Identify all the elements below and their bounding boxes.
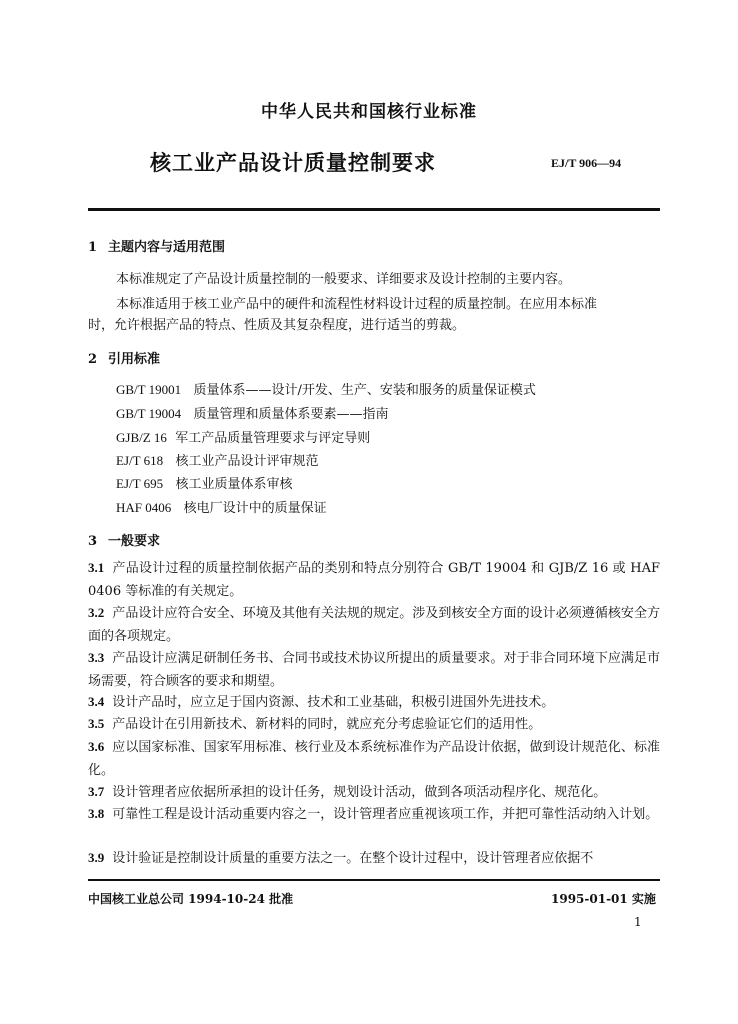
paragraph: 本标准规定了产品设计质量控制的一般要求、详细要求及设计控制的主要内容。 xyxy=(116,272,572,287)
clause-text: 产品设计过程的质量控制依据产品的类别和特点分别符合 GB/T 19004 和 GJB/Z 16 或 HAF 0406 等标准的有关规定。 xyxy=(88,561,660,599)
clause-number: 3.4 xyxy=(88,694,105,709)
footer-rule xyxy=(88,879,660,881)
reference-code: HAF 0406 xyxy=(116,500,172,515)
reference-title: 质量体系——设计/开发、生产、安装和服务的质量保证模式 xyxy=(193,383,536,398)
reference-item xyxy=(116,403,389,422)
reference-title: 核工业质量体系审核 xyxy=(175,477,293,492)
clause xyxy=(88,780,660,804)
paragraph: 本标准适用于核工业产品中的硬件和流程性材料设计过程的质量控制。在应用本标准 xyxy=(116,297,598,312)
reference-code: EJ/T 695 xyxy=(116,476,164,491)
reference-title: 核电厂设计中的质量保证 xyxy=(183,501,327,516)
section-title: 一般要求 xyxy=(108,534,161,549)
approval-date: 中国核工业总公司 1994-10-24 批准 xyxy=(88,892,294,906)
clause xyxy=(88,735,660,782)
section-title: 引用标准 xyxy=(108,352,161,367)
reference-title: 核工业产品设计评审规范 xyxy=(175,454,319,469)
clause-text: 设计产品时，应立足于国内资源、技术和工业基础，积极引进国外先进技术。 xyxy=(112,695,555,710)
reference-item xyxy=(116,379,536,398)
paragraph-continuation: 时，允许根据产品的特点、性质及其复杂程度，进行适当的剪裁。 xyxy=(88,318,466,333)
clause-number: 3.3 xyxy=(88,650,105,665)
clause xyxy=(88,690,660,714)
clause-number: 3.6 xyxy=(88,739,105,754)
document-code: EJ/T 906—94 xyxy=(551,156,622,170)
clause-text: 产品设计应符合安全、环境及其他有关法规的规定。涉及到核安全方面的设计必须遵循核安全方面的各项规定。 xyxy=(88,606,660,644)
document-title: 核工业产品设计质量控制要求 xyxy=(150,150,436,175)
clause-number: 3.8 xyxy=(88,806,105,821)
standard-category: 中华人民共和国核行业标准 xyxy=(261,102,477,122)
reference-code: GB/T 19004 xyxy=(116,406,182,421)
clause-text: 可靠性工程是设计活动重要内容之一，设计管理者应重视该项工作，并把可靠性活动纳入计划。 xyxy=(112,807,659,822)
clause-number: 3.9 xyxy=(88,850,105,865)
implementation-date: 1995-01-01 实施 xyxy=(551,892,656,906)
section-number: 2 xyxy=(88,352,98,367)
clause-text: 应以国家标准、国家军用标准、核行业及本系统标准作为产品设计依据，做到设计规范化、标准化。 xyxy=(88,740,660,778)
section-heading-3 xyxy=(88,530,160,549)
section-number: 3 xyxy=(88,534,98,549)
clause xyxy=(88,646,660,693)
clause-number: 3.1 xyxy=(88,560,105,575)
clause xyxy=(88,802,660,826)
clause-number: 3.2 xyxy=(88,605,105,620)
reference-code: GB/T 19001 xyxy=(116,382,182,397)
clause-text: 产品设计在引用新技术、新材料的同时，就应充分考虑验证它们的适用性。 xyxy=(112,717,542,732)
clause-number: 3.5 xyxy=(88,716,105,731)
reference-item xyxy=(116,427,370,446)
clause xyxy=(88,556,660,603)
reference-item xyxy=(116,497,327,516)
section-heading-1 xyxy=(88,236,225,255)
reference-item xyxy=(116,450,319,469)
reference-title: 军工产品质量管理要求与评定导则 xyxy=(175,431,371,446)
clause xyxy=(88,712,660,736)
clause xyxy=(88,846,660,870)
reference-item xyxy=(116,473,293,492)
clause xyxy=(88,601,660,648)
clause-text: 产品设计应满足研制任务书、合同书或技术协议所提出的质量要求。对于非合同环境下应满足市场需要，符合顾客的要求和期望。 xyxy=(88,651,660,689)
section-title: 主题内容与适用范围 xyxy=(108,240,226,255)
reference-code: GJB/Z 16 xyxy=(116,430,167,445)
clause-text: 设计验证是控制设计质量的重要方法之一。在整个设计过程中，设计管理者应依据不 xyxy=(112,851,594,866)
clause-text: 设计管理者应依据所承担的设计任务，规划设计活动，做到各项活动程序化、规范化。 xyxy=(112,785,607,800)
section-number: 1 xyxy=(88,240,98,255)
header-rule xyxy=(88,208,660,211)
reference-title: 质量管理和质量体系要素——指南 xyxy=(193,407,389,422)
section-heading-2 xyxy=(88,348,160,367)
page-number: 1 xyxy=(634,915,642,929)
clause-number: 3.7 xyxy=(88,784,105,799)
reference-code: EJ/T 618 xyxy=(116,453,164,468)
